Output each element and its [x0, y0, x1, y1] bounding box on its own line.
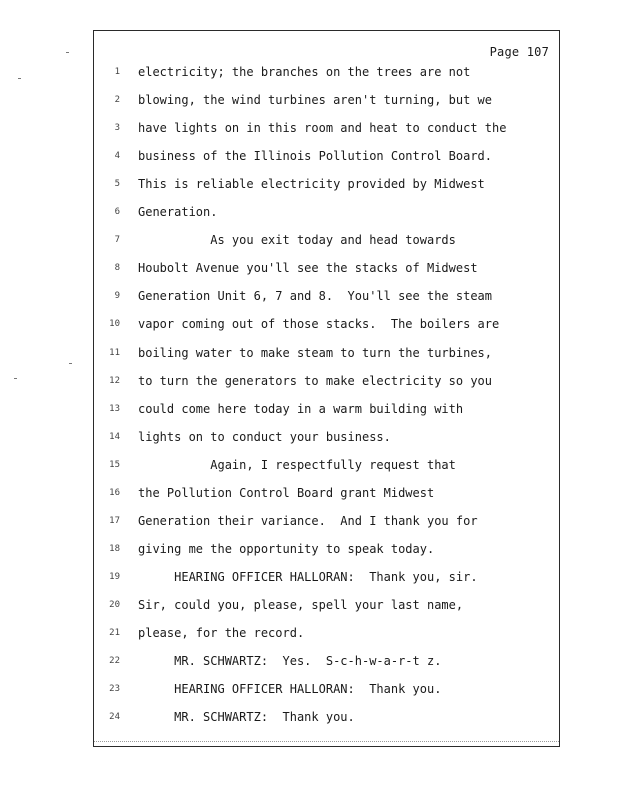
- transcript-line: boiling water to make steam to turn the turbines,: [138, 345, 493, 360]
- line-number: 2: [114, 95, 120, 106]
- transcript-line: Generation Unit 6, 7 and 8. You'll see the steam: [138, 289, 493, 304]
- page-number: Page 107: [489, 45, 549, 59]
- line-number: 3: [114, 123, 120, 134]
- line-number: 10: [109, 319, 120, 330]
- line-number: 15: [109, 459, 120, 470]
- line-number: 8: [114, 263, 120, 274]
- transcript-line: MR. SCHWARTZ: Yes. S-c-h-w-a-r-t z.: [138, 654, 442, 669]
- scan-mark: [66, 52, 69, 53]
- bottom-divider: [94, 741, 559, 742]
- scan-mark: [69, 363, 72, 364]
- transcript-line: business of the Illinois Pollution Control Board.: [138, 149, 493, 164]
- transcript-line: have lights on in this room and heat to conduct the: [138, 121, 507, 136]
- line-number: 23: [109, 684, 120, 695]
- transcript-line: giving me the opportunity to speak today.: [138, 541, 435, 556]
- transcript-page: [93, 30, 560, 747]
- transcript-line: electricity; the branches on the trees are not: [138, 65, 471, 79]
- transcript-line: vapor coming out of those stacks. The boilers are: [138, 317, 500, 332]
- transcript-line: to turn the generators to make electricity so you: [138, 373, 493, 388]
- transcript-line: Generation.: [138, 205, 218, 220]
- transcript-line: HEARING OFFICER HALLORAN: Thank you, sir.: [138, 569, 478, 584]
- line-number: 20: [109, 599, 120, 610]
- transcript-line: HEARING OFFICER HALLORAN: Thank you.: [138, 682, 442, 697]
- line-number: 18: [109, 543, 120, 554]
- line-number: 24: [109, 712, 120, 723]
- line-number: 4: [114, 151, 120, 162]
- line-number: 11: [109, 347, 120, 358]
- line-number: 17: [109, 515, 120, 526]
- line-number: 5: [114, 179, 120, 190]
- transcript-line: lights on to conduct your business.: [138, 429, 391, 444]
- transcript-line: Houbolt Avenue you'll see the stacks of Midwest: [138, 261, 478, 276]
- line-number: 21: [109, 628, 120, 638]
- transcript-line: This is reliable electricity provided by Midwest: [138, 177, 485, 192]
- transcript-line: As you exit today and head towards: [138, 233, 456, 248]
- line-number: 9: [114, 291, 120, 302]
- line-number: 19: [109, 571, 120, 582]
- scan-mark: [14, 378, 17, 379]
- line-number: 22: [109, 656, 120, 667]
- transcript-line: Again, I respectfully request that: [138, 457, 456, 472]
- transcript-line: please, for the record.: [138, 626, 305, 640]
- line-number: 1: [114, 67, 120, 77]
- line-number: 6: [114, 207, 120, 218]
- transcript-line: the Pollution Control Board grant Midwest: [138, 485, 435, 500]
- line-number: 7: [114, 235, 120, 246]
- transcript-line: Generation their variance. And I thank you for: [138, 513, 478, 528]
- line-number: 13: [109, 403, 120, 414]
- transcript-line: MR. SCHWARTZ: Thank you.: [138, 710, 355, 725]
- line-number: 16: [109, 487, 120, 498]
- scan-mark: [18, 78, 21, 79]
- transcript-line: blowing, the wind turbines aren't turning, but we: [138, 93, 493, 108]
- line-number: 14: [109, 431, 120, 442]
- transcript-line: could come here today in a warm building with: [138, 401, 464, 416]
- transcript-line: Sir, could you, please, spell your last name,: [138, 597, 464, 612]
- line-number: 12: [109, 375, 120, 386]
